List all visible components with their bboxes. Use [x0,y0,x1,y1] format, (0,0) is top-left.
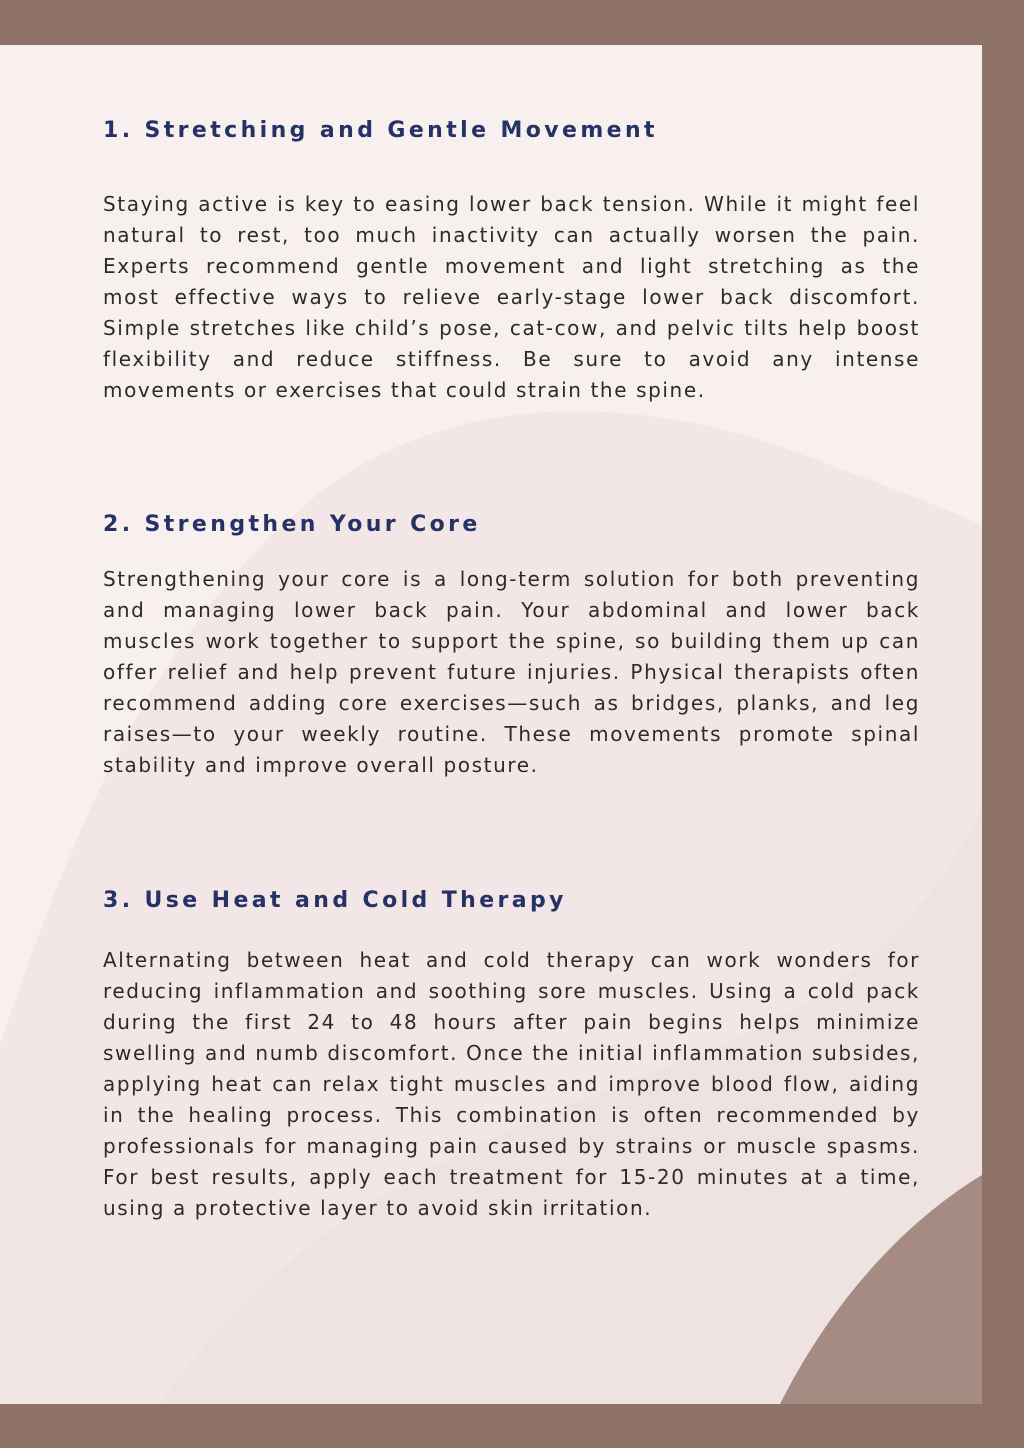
section-stretching [103,117,920,406]
section-body: Alternating between heat and cold therapy can work wonders for reducing inflammation and soothing sore muscles. Using a cold pack during the first 24 to 48 hours after pain begins helps minimize swelling and numb discomfort. Once the initial inflammation subsides, applying heat can relax tight muscles and improve blood flow, aiding in the healing process. This combination is often recommended by professionals for managing pain caused by strains or muscle spasms. For best results, apply each treatment for 15-20 minutes at a time, using a protective layer to avoid skin irritation. [103,948,920,1220]
section-body: Staying active is key to easing lower back tension. While it might feel natural to rest, too much inactivity can actually worsen the pain. Experts recommend gentle movement and light stretching as the most effective ways to relieve early-stage lower back discomfort. Simple stretches like child’s pose, cat-cow, and pelvic tilts help boost flexibility and reduce stiffness. Be sure to avoid any intense movements or exercises that could strain the spine. [103,192,920,402]
section-heading: 3. Use Heat and Cold Therapy [103,888,567,913]
section-body: Strengthening your core is a long-term solution for both preventing and managing lower back pain. Your abdominal and lower back muscles work together to support the spine, so building them up can offer relief and help prevent future injuries. Physical therapists often recommend adding core exercises—such as bridges, planks, and leg raises—to your weekly routine. These movements promote spinal stability and improve overall posture. [103,567,920,777]
page-card [0,45,982,1404]
section-heading: 1. Stretching and Gentle Movement [103,118,658,143]
section-core [103,511,920,781]
section-heat-cold [103,887,920,1224]
section-heading: 2. Strengthen Your Core [103,512,481,537]
